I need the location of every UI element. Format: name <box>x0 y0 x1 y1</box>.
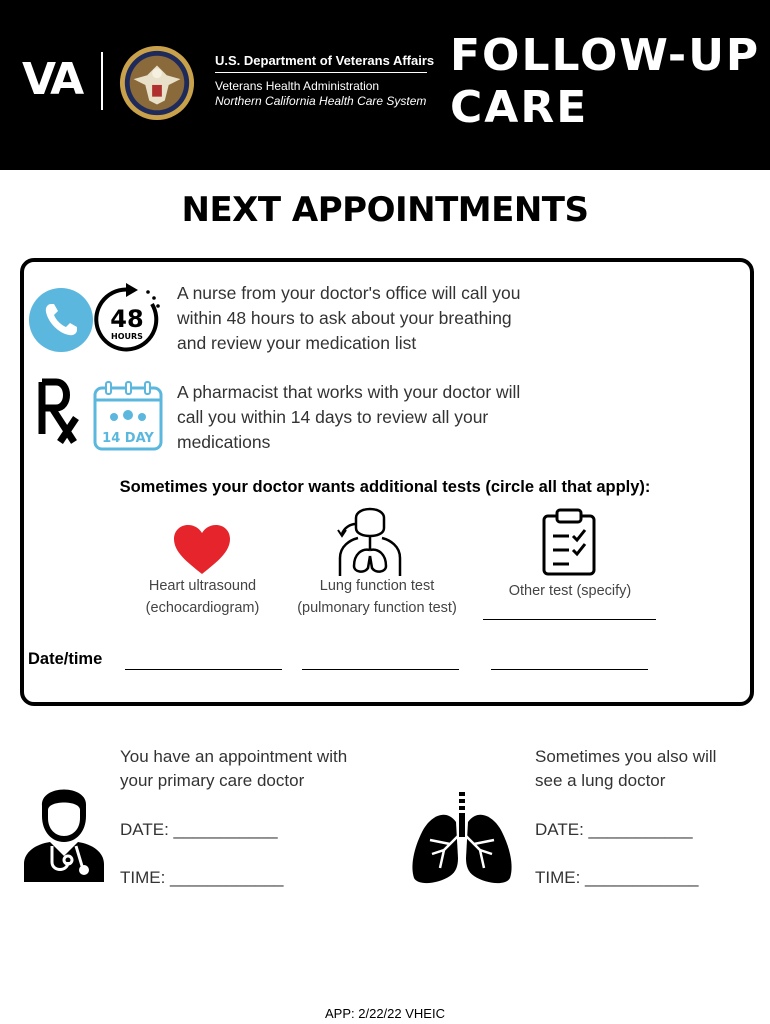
primary-care-line: You have an appointment with <box>120 747 348 766</box>
page-title: NEXT APPOINTMENTS <box>181 190 589 230</box>
va-seal-icon <box>118 44 196 122</box>
banner-line-1: FOLLOW-UP <box>450 30 761 81</box>
datetime-field-lung[interactable] <box>302 669 459 670</box>
lung-doctor-line: Sometimes you also will <box>535 747 717 766</box>
datetime-label: Date/time <box>28 650 103 668</box>
dept-subtitle-vha: Veterans Health Administration <box>215 79 380 93</box>
calendar-label: 14 DAY <box>102 431 154 446</box>
48-hours-icon <box>92 280 164 356</box>
lung-function-line: Lung function test <box>319 578 435 594</box>
banner-title <box>450 30 760 134</box>
nurse-text <box>177 281 557 356</box>
lung-function-icon[interactable] <box>336 500 404 578</box>
tests-heading: Sometimes your doctor wants additional tests (circle all that apply): <box>119 478 651 496</box>
lung-doctor-text <box>535 745 716 793</box>
other-test-specify-line[interactable] <box>483 619 656 620</box>
doctor-icon <box>22 776 106 884</box>
calendar-14-day-icon <box>92 380 164 452</box>
lung-function-label[interactable] <box>282 575 472 619</box>
logo-divider <box>101 52 103 110</box>
phone-icon <box>29 288 93 352</box>
dept-title: U.S. Department of Veterans Affairs <box>215 53 435 68</box>
rx-icon <box>36 378 86 448</box>
va-logo: VA <box>22 54 82 105</box>
pharmacist-text-line: A pharmacist that works with your doctor will <box>177 382 521 402</box>
pharmacist-text-line: medications <box>177 432 271 452</box>
lungs-icon <box>410 792 514 886</box>
pharmacist-text <box>177 380 557 455</box>
lung-doctor-time-field[interactable]: TIME: ____________ <box>535 868 699 887</box>
banner-line-2: CARE <box>450 82 589 133</box>
lung-doctor-date-field[interactable]: DATE: ___________ <box>535 820 693 839</box>
48-hours-number: 48 <box>110 305 144 333</box>
header-banner <box>0 0 770 170</box>
primary-care-line: your primary care doctor <box>120 771 305 790</box>
dept-rule <box>215 72 427 73</box>
48-hours-unit: HOURS <box>111 332 143 341</box>
datetime-field-other[interactable] <box>491 669 648 670</box>
heart-ultrasound-line: (echocardiogram) <box>145 600 260 616</box>
nurse-text-line: within 48 hours to ask about your breathing <box>177 308 512 328</box>
nurse-text-line: A nurse from your doctor's office will call you <box>177 283 521 303</box>
pharmacist-text-line: call you within 14 days to review all your <box>177 407 489 427</box>
heart-ultrasound-line: Heart ultrasound <box>148 578 257 594</box>
lung-function-line: (pulmonary function test) <box>297 600 457 616</box>
clipboard-checklist-icon[interactable] <box>541 508 597 576</box>
nurse-text-line: and review your medication list <box>177 333 417 353</box>
primary-care-text <box>120 745 347 793</box>
heart-icon[interactable] <box>173 524 231 576</box>
dept-subtitle-norcal: Northern California Health Care System <box>215 94 427 108</box>
primary-date-field[interactable]: DATE: ___________ <box>120 820 278 839</box>
lung-doctor-line: see a lung doctor <box>535 771 666 790</box>
footer-code: APP: 2/22/22 VHEIC <box>325 1006 445 1021</box>
primary-time-field[interactable]: TIME: ____________ <box>120 868 284 887</box>
other-test-label[interactable]: Other test (specify) <box>508 583 632 599</box>
heart-ultrasound-label[interactable] <box>130 575 275 619</box>
datetime-field-heart[interactable] <box>125 669 282 670</box>
